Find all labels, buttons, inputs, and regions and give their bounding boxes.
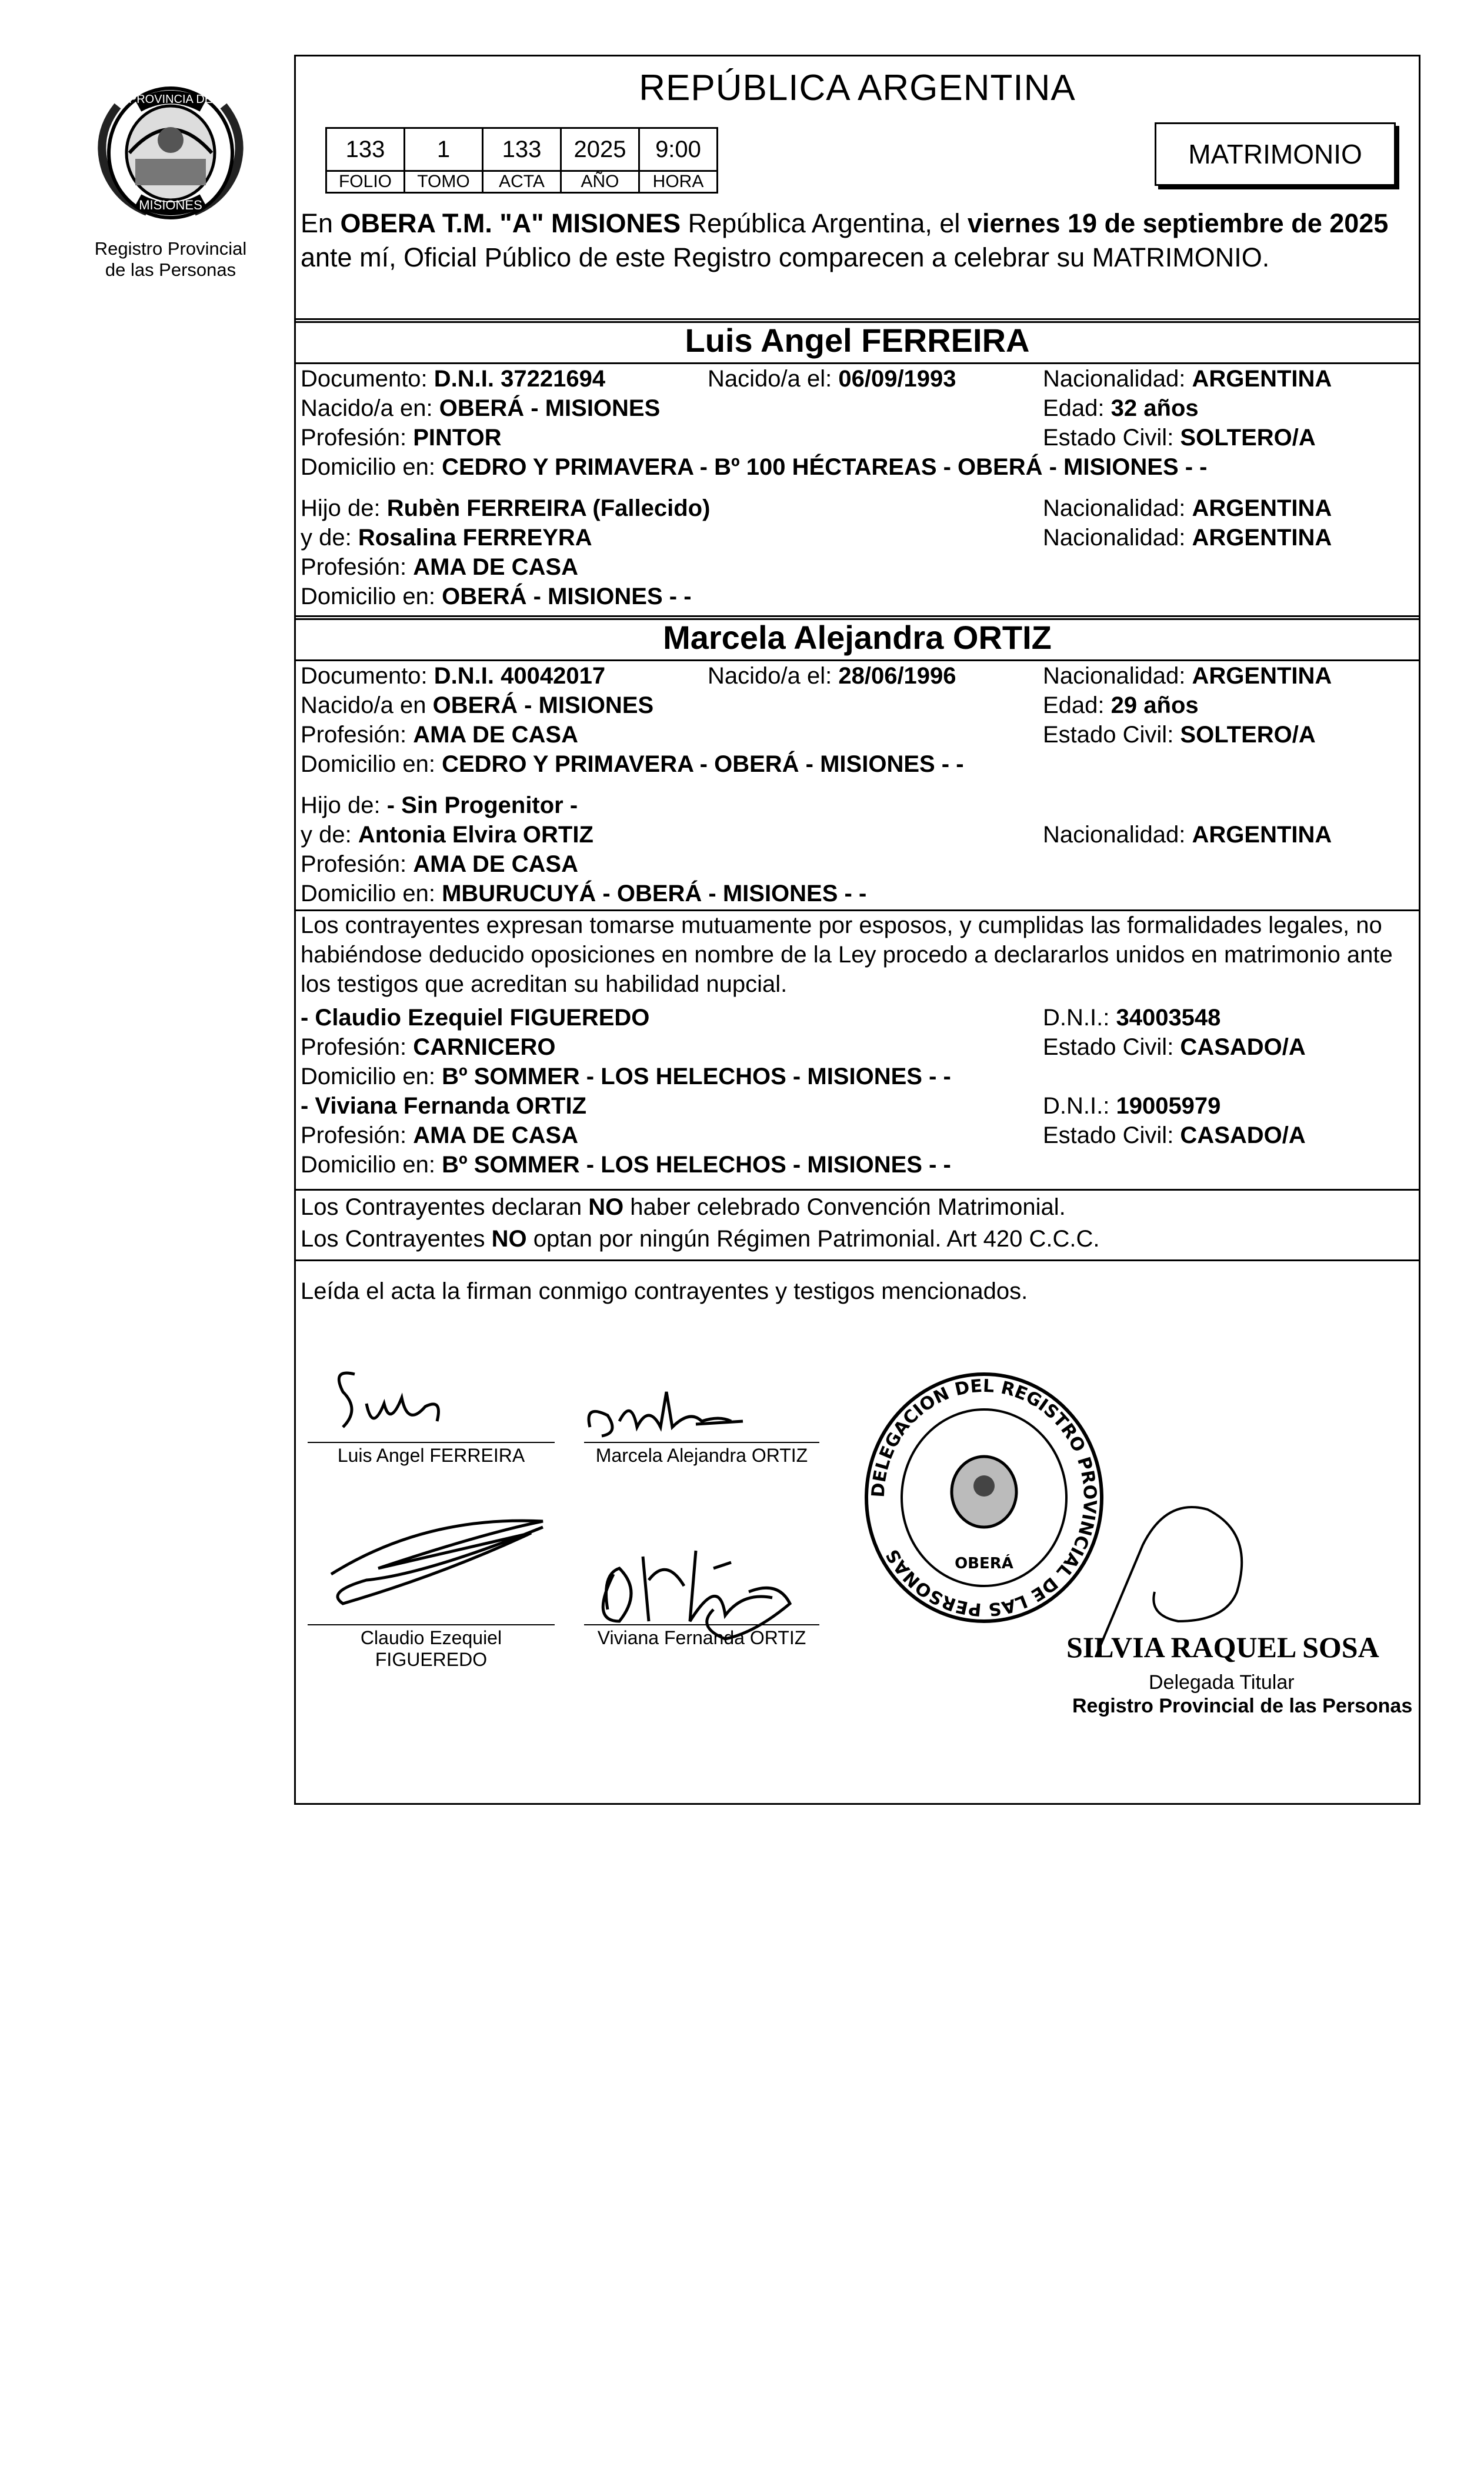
anio-label: AÑO bbox=[561, 171, 639, 193]
groom-father-nationality: Nacionalidad: ARGENTINA bbox=[1043, 495, 1332, 521]
divider bbox=[296, 1189, 1419, 1191]
divider bbox=[296, 362, 1419, 364]
groom-age: Edad: 32 años bbox=[1043, 395, 1199, 421]
intro-text bbox=[301, 206, 1415, 275]
declaration-line2: habiéndose deducido oposiciones en nombre de la Ley procedo a declararlos unidos en matrimonio ante bbox=[301, 942, 1393, 968]
tomo-value: 1 bbox=[405, 128, 483, 171]
bride-father: Hijo de: - Sin Progenitor - bbox=[301, 792, 578, 818]
official-office: Registro Provincial de las Personas bbox=[1072, 1695, 1413, 1717]
misiones-coat-of-arms-icon bbox=[82, 71, 259, 235]
logo-caption-line1: Registro Provincial bbox=[94, 238, 247, 259]
logo-top-text: PROVINCIA DE bbox=[128, 93, 213, 106]
intro-part3: ante mí, Oficial Público de este Registro comparecen a celebrar su MATRIMONIO. bbox=[301, 242, 1270, 272]
divider bbox=[296, 659, 1419, 661]
witness2-civil-status: Estado Civil: CASADO/A bbox=[1043, 1122, 1306, 1148]
groom-mother: y de: Rosalina FERREYRA bbox=[301, 525, 592, 551]
act-type-box: MATRIMONIO bbox=[1155, 122, 1396, 186]
logo-caption-line2: de las Personas bbox=[105, 259, 236, 280]
witness2-name: - Viviana Fernanda ORTIZ bbox=[301, 1093, 587, 1119]
intro-part1: En bbox=[301, 208, 341, 238]
witness2-signature-name: Viviana Fernanda ORTIZ bbox=[597, 1627, 806, 1648]
groom-birthplace: Nacido/a en: OBERÁ - MISIONES bbox=[301, 395, 661, 421]
bride-nationality: Nacionalidad: ARGENTINA bbox=[1043, 663, 1332, 689]
bride-mother-nationality: Nacionalidad: ARGENTINA bbox=[1043, 822, 1332, 848]
signature-line bbox=[584, 1442, 819, 1443]
witness1-signature-name bbox=[308, 1627, 555, 1671]
witness1-civil-status: Estado Civil: CASADO/A bbox=[1043, 1034, 1306, 1060]
witness2-dni: D.N.I.: 19005979 bbox=[1043, 1093, 1221, 1119]
official-role: Delegada Titular bbox=[1149, 1671, 1295, 1694]
witness1-address: Domicilio en: Bº SOMMER - LOS HELECHOS - MISIONES - - bbox=[301, 1064, 951, 1089]
tomo-label: TOMO bbox=[405, 171, 483, 193]
witness1-signature bbox=[308, 1504, 561, 1633]
bride-mother: y de: Antonia Elvira ORTIZ bbox=[301, 822, 593, 848]
divider bbox=[296, 1259, 1419, 1261]
folio-label: FOLIO bbox=[326, 171, 405, 193]
bride-profession: Profesión: AMA DE CASA bbox=[301, 722, 578, 748]
witness2-profession: Profesión: AMA DE CASA bbox=[301, 1122, 578, 1148]
groom-father: Hijo de: Rubèn FERREIRA (Fallecido) bbox=[301, 495, 711, 521]
intro-part2: República Argentina, el bbox=[681, 208, 968, 238]
page-title: REPÚBLICA ARGENTINA bbox=[639, 68, 1076, 108]
signature-line bbox=[308, 1624, 555, 1625]
witness1-signature-line2: FIGUEREDO bbox=[375, 1649, 488, 1670]
signature-line bbox=[308, 1442, 555, 1443]
divider bbox=[296, 318, 1419, 320]
logo-bottom-text: MISIONES bbox=[139, 198, 202, 212]
acta-value: 133 bbox=[483, 128, 561, 171]
witness1-name: - Claudio Ezequiel FIGUEREDO bbox=[301, 1005, 650, 1031]
anio-value: 2025 bbox=[561, 128, 639, 171]
bride-civil-status: Estado Civil: SOLTERO/A bbox=[1043, 722, 1316, 748]
hora-label: HORA bbox=[639, 171, 718, 193]
seal-ring-text: DELEGACION DEL REGISTRO PROVINCIAL DE LAS PERSONAS bbox=[868, 1375, 1101, 1620]
witness2-address: Domicilio en: Bº SOMMER - LOS HELECHOS - MISIONES - - bbox=[301, 1152, 951, 1178]
official-name: SILVIA RAQUEL SOSA bbox=[1066, 1631, 1379, 1664]
bride-age: Edad: 29 años bbox=[1043, 692, 1199, 718]
groom-civil-status: Estado Civil: SOLTERO/A bbox=[1043, 425, 1316, 451]
bride-mother-profession: Profesión: AMA DE CASA bbox=[301, 851, 578, 877]
witness1-signature-line1: Claudio Ezequiel bbox=[360, 1627, 502, 1648]
folio-value: 133 bbox=[326, 128, 405, 171]
bride-parents-address: Domicilio en: MBURUCUYÁ - OBERÁ - MISIONES - - bbox=[301, 881, 867, 907]
witness1-dni: D.N.I.: 34003548 bbox=[1043, 1005, 1221, 1031]
bride-signature-name: Marcela Alejandra ORTIZ bbox=[595, 1445, 808, 1466]
groom-mother-profession: Profesión: AMA DE CASA bbox=[301, 554, 578, 580]
groom-signature bbox=[319, 1351, 496, 1445]
bride-born: Nacido/a el: 28/06/1996 bbox=[708, 663, 956, 689]
convention-line1: Los Contrayentes declaran NO haber celebrado Convención Matrimonial. bbox=[301, 1194, 1066, 1220]
divider bbox=[296, 615, 1419, 617]
bride-doc: Documento: D.N.I. 40042017 bbox=[301, 663, 606, 689]
record-metadata-table bbox=[325, 127, 718, 194]
seal-bottom-text: OBERÁ bbox=[955, 1555, 1013, 1572]
logo-caption bbox=[76, 238, 265, 281]
registry-logo bbox=[82, 71, 259, 238]
declaration-line3: los testigos que acreditan su habilidad nupcial. bbox=[301, 971, 788, 997]
closing-text: Leída el acta la firman conmigo contrayentes y testigos mencionados. bbox=[301, 1278, 1028, 1304]
groom-name: Luis Angel FERREIRA bbox=[685, 322, 1030, 359]
acta-label: ACTA bbox=[483, 171, 561, 193]
groom-signature-name: Luis Angel FERREIRA bbox=[337, 1445, 525, 1466]
bride-name: Marcela Alejandra ORTIZ bbox=[663, 619, 1052, 656]
groom-mother-nationality: Nacionalidad: ARGENTINA bbox=[1043, 525, 1332, 551]
marriage-record bbox=[294, 55, 1420, 1805]
declaration-text bbox=[301, 911, 1415, 999]
bride-signature bbox=[578, 1380, 766, 1445]
groom-born: Nacido/a el: 06/09/1993 bbox=[708, 366, 956, 392]
groom-nationality: Nacionalidad: ARGENTINA bbox=[1043, 366, 1332, 392]
signature-line bbox=[584, 1624, 819, 1625]
hora-value: 9:00 bbox=[639, 128, 718, 171]
groom-parents-address: Domicilio en: OBERÁ - MISIONES - - bbox=[301, 584, 692, 609]
convention-line2: Los Contrayentes NO optan por ningún Régimen Patrimonial. Art 420 C.C.C. bbox=[301, 1226, 1100, 1252]
groom-address: Domicilio en: CEDRO Y PRIMAVERA - Bº 100 HÉCTAREAS - OBERÁ - MISIONES - - bbox=[301, 454, 1208, 480]
bride-birthplace: Nacido/a en OBERÁ - MISIONES bbox=[301, 692, 654, 718]
witness2-signature bbox=[578, 1504, 802, 1645]
bride-address: Domicilio en: CEDRO Y PRIMAVERA - OBERÁ - MISIONES - - bbox=[301, 751, 964, 777]
groom-profession: Profesión: PINTOR bbox=[301, 425, 502, 451]
intro-place: OBERA T.M. "A" MISIONES bbox=[340, 208, 681, 238]
intro-date: viernes 19 de septiembre de 2025 bbox=[967, 208, 1389, 238]
witness1-profession: Profesión: CARNICERO bbox=[301, 1034, 556, 1060]
declaration-line1: Los contrayentes expresan tomarse mutuamente por esposos, y cumplidas las formalidades legales, no bbox=[301, 912, 1382, 938]
groom-doc: Documento: D.N.I. 37221694 bbox=[301, 366, 606, 392]
